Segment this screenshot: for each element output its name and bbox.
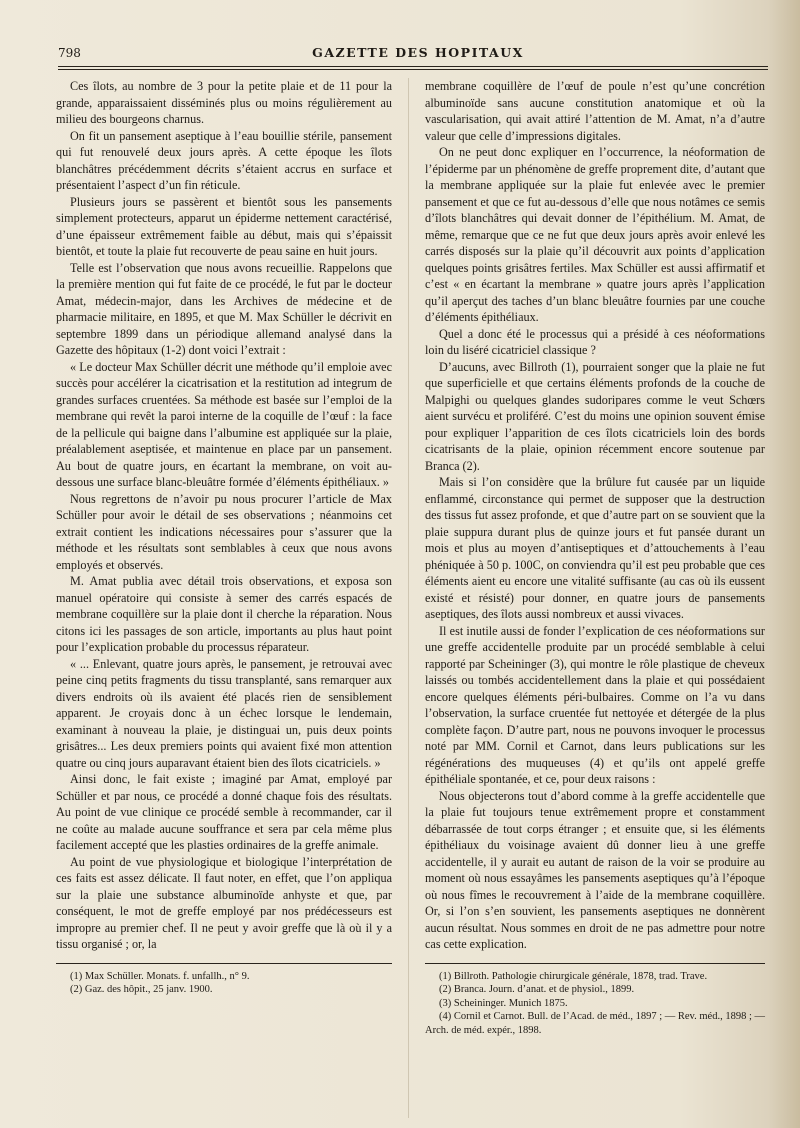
paragraph: M. Amat publia avec détail trois observations, et exposa son manuel opératoire qui consiste à semer des carrés espacés de membrane coquillère sur la plaie dont il cherche la réparation. Nous citons ici les passages de son article, importants au plus haut point pour l’explication probable du processus réparateur. (56, 574, 392, 654)
quotation-paragraph: « ... Enlevant, quatre jours après, le pansement, je retrouvai avec peine cinq petits fragments du tissu transplanté, sans remarquer aux divers endroits où ils avaient été placés rien de sensiblement apparent. Je croyais donc à un échec lorsque le lendemain, examinant à nouveau la plaie, je distinguai un, puis deux points grisâtres... Les deux premiers points qui avaient fixé mon attention quatre ou cinq jours auparavant étaient bien des îlots cicatriciels. » (56, 656, 392, 770)
paragraph: Nous objecterons tout d’abord comme à la greffe accidentelle que la plaie fut toujours tenue extrêmement propre et constamment débarrassée de tout corps étranger ; et ensuite que, si les éléments épithéliaux du voisinage avaient dû donner lieu à une greffe accidentelle, il y aurait eu autant de raison de la voir se produire au moment où nous essayâmes les pansements aseptiques qu’à l’époque où nous fîmes le recouvrement à l’aide de la membrane coquillère. Or, si l’on s’en souvient, les pansements aseptiques ne donnèrent aucun résultat. Nous sommes en droit de ne pas admettre pour notre cas cette explication. (425, 788, 765, 951)
paragraph: D’aucuns, avec Billroth (1), pourraient songer que la plaie ne fut que superficielle et que certains éléments profonds de la couche de Malpighi ou quelques glandes sudoripares comme le veut Schœrs aient survécu et proliféré. C’est du moins une opinion souvent émise pour expliquer l’apparition de ces îlots cicatriciels loin des bords cicatrisants de la plaie, opinion récemment encore soutenue par Branca (2). (425, 359, 765, 473)
header-rule-thick (58, 66, 768, 67)
right-column (425, 78, 765, 1037)
footnote-rule (56, 963, 392, 964)
paragraph: membrane coquillère de l’œuf de poule n’est qu’une concrétion albuminoïde sans aucune constitution anatomique et où la vascularisation, qui avait attiré l’attention de M. Amat, n’a d’autre valeur que celle d’impressions digitales. (425, 79, 765, 143)
footnote: (3) Scheininger. Munich 1875. (439, 997, 568, 1009)
page-number: 798 (58, 46, 81, 60)
footnote: (4) Cornil et Carnot. Bull. de l’Acad. de méd., 1897 ; — Rev. méd., 1898 ; — Arch. de méd. expér., 1898. (425, 1011, 765, 1036)
paragraph: Il est inutile aussi de fonder l’explication de ces néoformations sur une greffe accidentelle produite par un procédé semblable à celui rapporté par Scheininger (3), qui montre le rôle plastique de cheveux laissés ou tombés accidentellement dans la plaie et qui possédaient encore quelques éléments péri-bulbaires. Comme on l’a vu dans l’observation, la surface cruentée fut nettoyée et détergée de la plus complète façon. D’autre part, nous ne pouvons invoquer le processus noté par MM. Cornil et Carnot, dans leurs publications sur les régénérations des muqueuses (4) et qu’ils ont appelé greffe épithéliale spontanée, et ce, pour deux raisons : (425, 623, 765, 786)
left-column (56, 78, 392, 997)
paragraph: Nous regrettons de n’avoir pu nous procurer l’article de Max Schüller pour avoir le détail de ses observations ; néanmoins cet extrait contient les indications nécessaires pour s’assurer que la méthode et les résultats sont semblables à ceux que nous avons employés et observés. (56, 491, 392, 572)
paragraph: On ne peut donc expliquer en l’occurrence, la néoformation de l’épiderme par un phénomène de greffe proprement dite, d’autant que la membrane appliquée sur la plaie fut enlevée avec le premier pansement et que ce fut au-dessous d’elle que nous notâmes ce semis d’îlots blanchâtres qui devait donner de l’épithélium. M. Amat, de même, remarque que ce ne fut que deux jours après avoir enlevé les carrés disposés sur la plaie qu’il découvrit aux points d’application quelques points grisâtres fertiles. Max Schüller est aussi affirmatif et c’est « en écartant la membrane » quatre jours après l’application qu’il aperçut des taches d’un blanc bleuâtre fournies par une couche d’éléments épithéliaux. (425, 145, 765, 324)
footnote: (1) Billroth. Pathologie chirurgicale générale, 1878, trad. Trave. (439, 970, 708, 982)
footnote: (1) Max Schüller. Monats. f. unfallh., n° 9. (70, 970, 250, 982)
paragraph: Plusieurs jours se passèrent et bientôt sous les pansements simplement protecteurs, apparut un épiderme nettement caractérisé, d’une épaisseur extrêmement faible au début, mais qui s’épaissit bientôt, et toute la plaie fut recouverte de peau saine en huit jours. (56, 194, 392, 258)
header-rule-thin (58, 69, 768, 70)
page-header (58, 42, 778, 66)
publication-title: GAZETTE DES HOPITAUX (312, 45, 524, 60)
paragraph: Ces îlots, au nombre de 3 pour la petite plaie et de 11 pour la grande, apparaissaient disséminés plus ou moins régulièrement au milieu des bourgeons charnus. (56, 79, 392, 126)
paragraph: Ainsi donc, le fait existe ; imaginé par Amat, employé par Schüller et par nous, ce procédé a donné chaque fois des résultats. Au point de vue clinique ce procédé semble à recommander, car il ne coûte au malade aucune souffrance et sera par cela même plus facilement accepté que les plasties ordinaires de la greffe animale. (56, 772, 392, 852)
column-divider (408, 78, 409, 1118)
footnote-rule (425, 963, 765, 964)
paragraph: Telle est l’observation que nous avons recueillie. Rappelons que la première mention qui fut faite de ce procédé, le fut par le docteur Amat, médecin-major, dans les Archives de médecine et de pharmacie militaire, en 1895, et que M. Max Schüller le décrivit en septembre 1899 dans un périodique allemand analysé dans la Gazette des hôpitaux (1-2) dont voici l’extrait : (56, 260, 392, 357)
paragraph: Au point de vue physiologique et biologique l’interprétation de ces faits est assez délicate. Il faut noter, en effet, que l’on appliqua sur la plaie une substance albuminoïde anhyste et que, par conséquent, le mot de greffe employé par nos prédécesseurs est impropre au premier chef. Il ne peut y avoir greffe que là où il y a tissu organisé ; or, la (56, 854, 392, 951)
footnote: (2) Gaz. des hôpit., 25 janv. 1900. (70, 984, 213, 995)
footnote: (2) Branca. Journ. d’anat. et de physiol., 1899. (439, 984, 635, 995)
paragraph: Quel a donc été le processus qui a présidé à ces néoformations loin du liséré cicatriciel classique ? (425, 326, 765, 357)
paragraph: Mais si l’on considère que la brûlure fut causée par un liquide enflammé, circonstance qui permet de supposer que la destruction des tissus fut assez profonde, et que d’autre part on se souvient que la plaie suppura durant plus de quinze jours et fut pansée durant un mois et plus au moyen d’antiseptiques et d’attouchements à l’eau phéniquée à 50 p. 100C, on conviendra qu’il est peu probable que ces éléments aient eu encore une vitalité suffisante (au cas où ils eussent existé et résisté) pour donner, en quatre jours de pansements aseptiques, des îlots aussi nombreux et aussi vivaces. (425, 475, 765, 621)
quotation-paragraph: « Le docteur Max Schüller décrit une méthode qu’il emploie avec succès pour accélérer la cicatrisation et la restitution ad integrum de grandes surfaces cruentées. Sa méthode est basée sur l’emploi de la membrane qui revêt la paroi interne de la coquille de l’œuf : la face de la pellicule qui baigne dans l’albumine est appliquée sur la plaie, préalablement aseptisée, et maintenue en place par un pansement. Au bout de quatre jours, en écartant la membrane, on voit au-dessous une surface blanc-bleuâtre formée d’éléments épithéliaux. » (56, 359, 392, 489)
paragraph: On fit un pansement aseptique à l’eau bouillie stérile, pansement qui fut renouvelé deux jours après. A cette époque les îlots blanchâtres précédemment décrits s’étaient accrus en surface et présentaient l’aspect d’un fin réticule. (56, 128, 392, 192)
